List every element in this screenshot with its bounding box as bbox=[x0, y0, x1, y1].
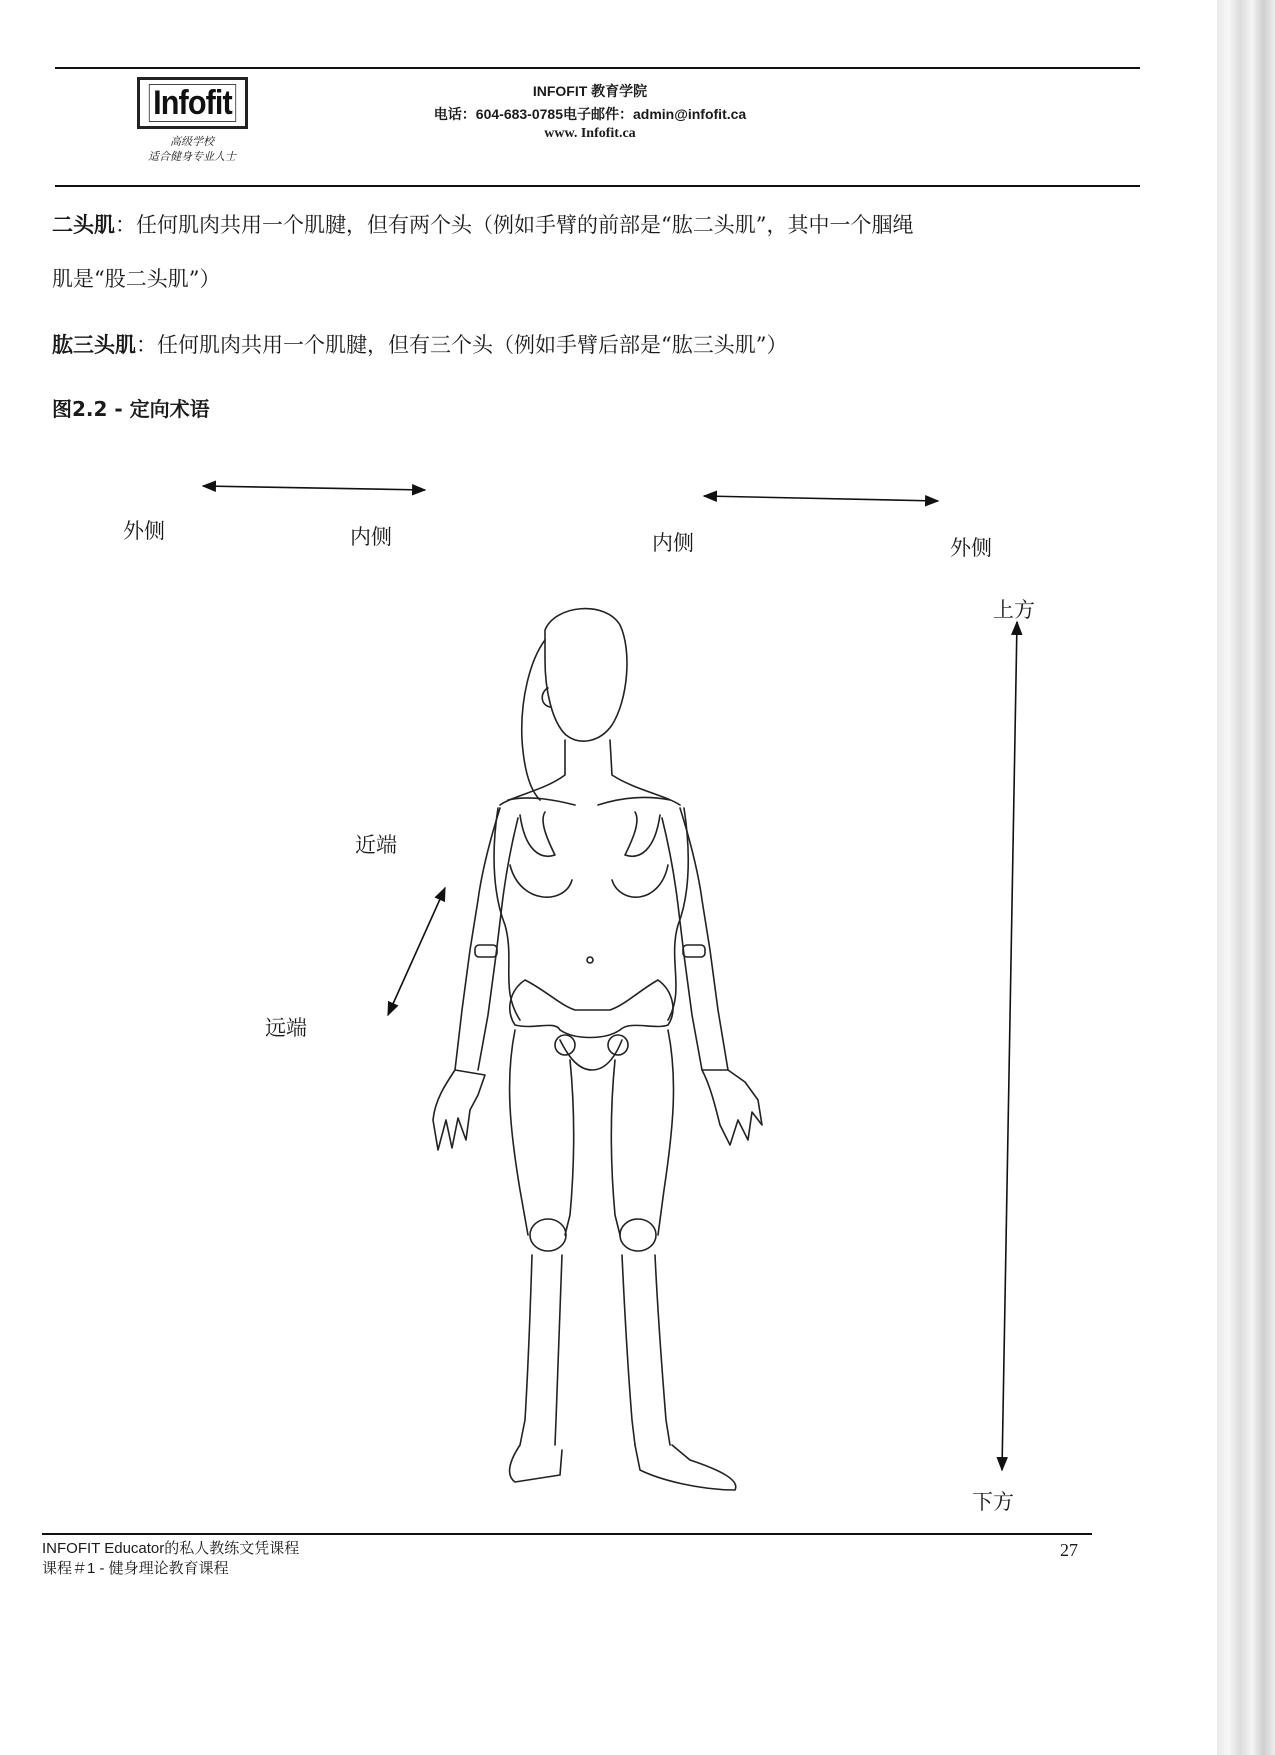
logo-tagline-2: 适合健身专业人士 bbox=[148, 150, 236, 163]
org-name: INFOFIT 教育学院 bbox=[532, 83, 648, 99]
superior-inferior-arrow bbox=[1002, 622, 1017, 1470]
footer-rule bbox=[42, 1533, 1092, 1535]
proximal-distal-arrow bbox=[388, 888, 445, 1015]
logo-text: Infofit bbox=[149, 84, 236, 122]
definition-biceps-continuation: 肌是“股二头肌”） bbox=[52, 267, 221, 291]
term-biceps: 二头肌 bbox=[52, 213, 115, 237]
contact-line: 电话：604-683-0785电子邮件：admin@infofit.ca bbox=[433, 106, 747, 122]
medial-lateral-arrow-right bbox=[704, 496, 938, 501]
definition-triceps-text: ：任何肌肉共用一个肌腱，但有三个头（例如手臂后部是“肱三头肌”） bbox=[136, 333, 788, 357]
label-distal: 远端 bbox=[265, 1016, 307, 1040]
label-proximal: 近端 bbox=[355, 833, 397, 857]
figure-number: 图2.2 - bbox=[52, 397, 123, 421]
website: www. Infofit.ca bbox=[544, 126, 636, 141]
label-left-medial: 内侧 bbox=[350, 525, 392, 549]
label-superior: 上方 bbox=[993, 598, 1035, 622]
logo-tagline-1: 高级学校 bbox=[170, 135, 214, 148]
page-number: 27 bbox=[1060, 1540, 1078, 1560]
figure-title: 定向术语 bbox=[129, 397, 210, 421]
lateral-medial-arrow-left bbox=[203, 486, 425, 490]
label-right-medial: 内侧 bbox=[652, 531, 694, 555]
footer-line-1: INFOFIT Educator的私人教练文凭课程 bbox=[42, 1540, 300, 1557]
label-left-lateral: 外侧 bbox=[123, 519, 165, 543]
term-triceps: 肱三头肌 bbox=[52, 333, 136, 357]
footer-line-2: 课程＃1 - 健身理论教育课程 bbox=[42, 1560, 229, 1577]
skeleton-body-outline bbox=[433, 609, 762, 1490]
label-inferior: 下方 bbox=[972, 1490, 1014, 1514]
label-right-lateral: 外侧 bbox=[950, 536, 992, 560]
definition-biceps-text: ：任何肌肉共用一个肌腱，但有两个头（例如手臂的前部是“肱二头肌”，其中一个腘绳 bbox=[115, 213, 914, 237]
